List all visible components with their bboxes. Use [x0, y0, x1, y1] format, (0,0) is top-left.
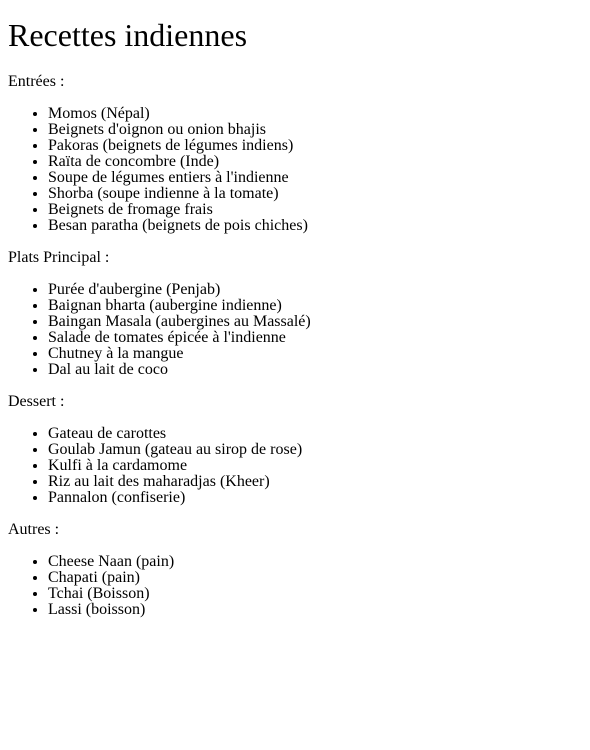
list-item: • Pannalon (confiserie)	[48, 490, 582, 506]
section-plats-principal	[8, 250, 582, 378]
list-item: • Shorba (soupe indienne à la tomate)	[48, 186, 582, 202]
list-item: • Riz au lait des maharadjas (Kheer)	[48, 474, 582, 490]
list-item: • Purée d'aubergine (Penjab)	[48, 282, 582, 298]
section-dessert	[8, 394, 582, 506]
section-autres	[8, 522, 582, 618]
list-item: • Beignets de fromage frais	[48, 202, 582, 218]
section-label: Dessert :	[8, 393, 65, 410]
list-item: • Soupe de légumes entiers à l'indienne	[48, 170, 582, 186]
section-entrees	[8, 74, 582, 234]
list-item: • Gateau de carottes	[48, 426, 582, 442]
list-item: • Baingan Masala (aubergines au Massalé)	[48, 314, 582, 330]
section-label: Plats Principal :	[8, 249, 110, 266]
list-item: • Beignets d'oignon ou onion bhajis	[48, 122, 582, 138]
recipe-list	[8, 106, 582, 234]
list-item: • Tchai (Boisson)	[48, 586, 582, 602]
list-item: • Chapati (pain)	[48, 570, 582, 586]
section-label: Autres :	[8, 521, 60, 538]
list-item: • Chutney à la mangue	[48, 346, 582, 362]
list-item: • Dal au lait de coco	[48, 362, 582, 378]
section-label: Entrées :	[8, 73, 65, 90]
list-item: • Pakoras (beignets de légumes indiens)	[48, 138, 582, 154]
recipe-list	[8, 282, 582, 378]
list-item: • Besan paratha (beignets de pois chiches)	[48, 218, 582, 234]
page-title: Recettes indiennes	[8, 17, 248, 53]
list-item: • Cheese Naan (pain)	[48, 554, 582, 570]
recipe-list	[8, 426, 582, 506]
list-item: • Goulab Jamun (gateau au sirop de rose)	[48, 442, 582, 458]
list-item: • Raïta de concombre (Inde)	[48, 154, 582, 170]
list-item: • Momos (Népal)	[48, 106, 582, 122]
list-item: • Salade de tomates épicée à l'indienne	[48, 330, 582, 346]
list-item: • Lassi (boisson)	[48, 602, 582, 618]
list-item: • Kulfi à la cardamome	[48, 458, 582, 474]
recipe-list	[8, 554, 582, 618]
list-item: • Baignan bharta (aubergine indienne)	[48, 298, 582, 314]
